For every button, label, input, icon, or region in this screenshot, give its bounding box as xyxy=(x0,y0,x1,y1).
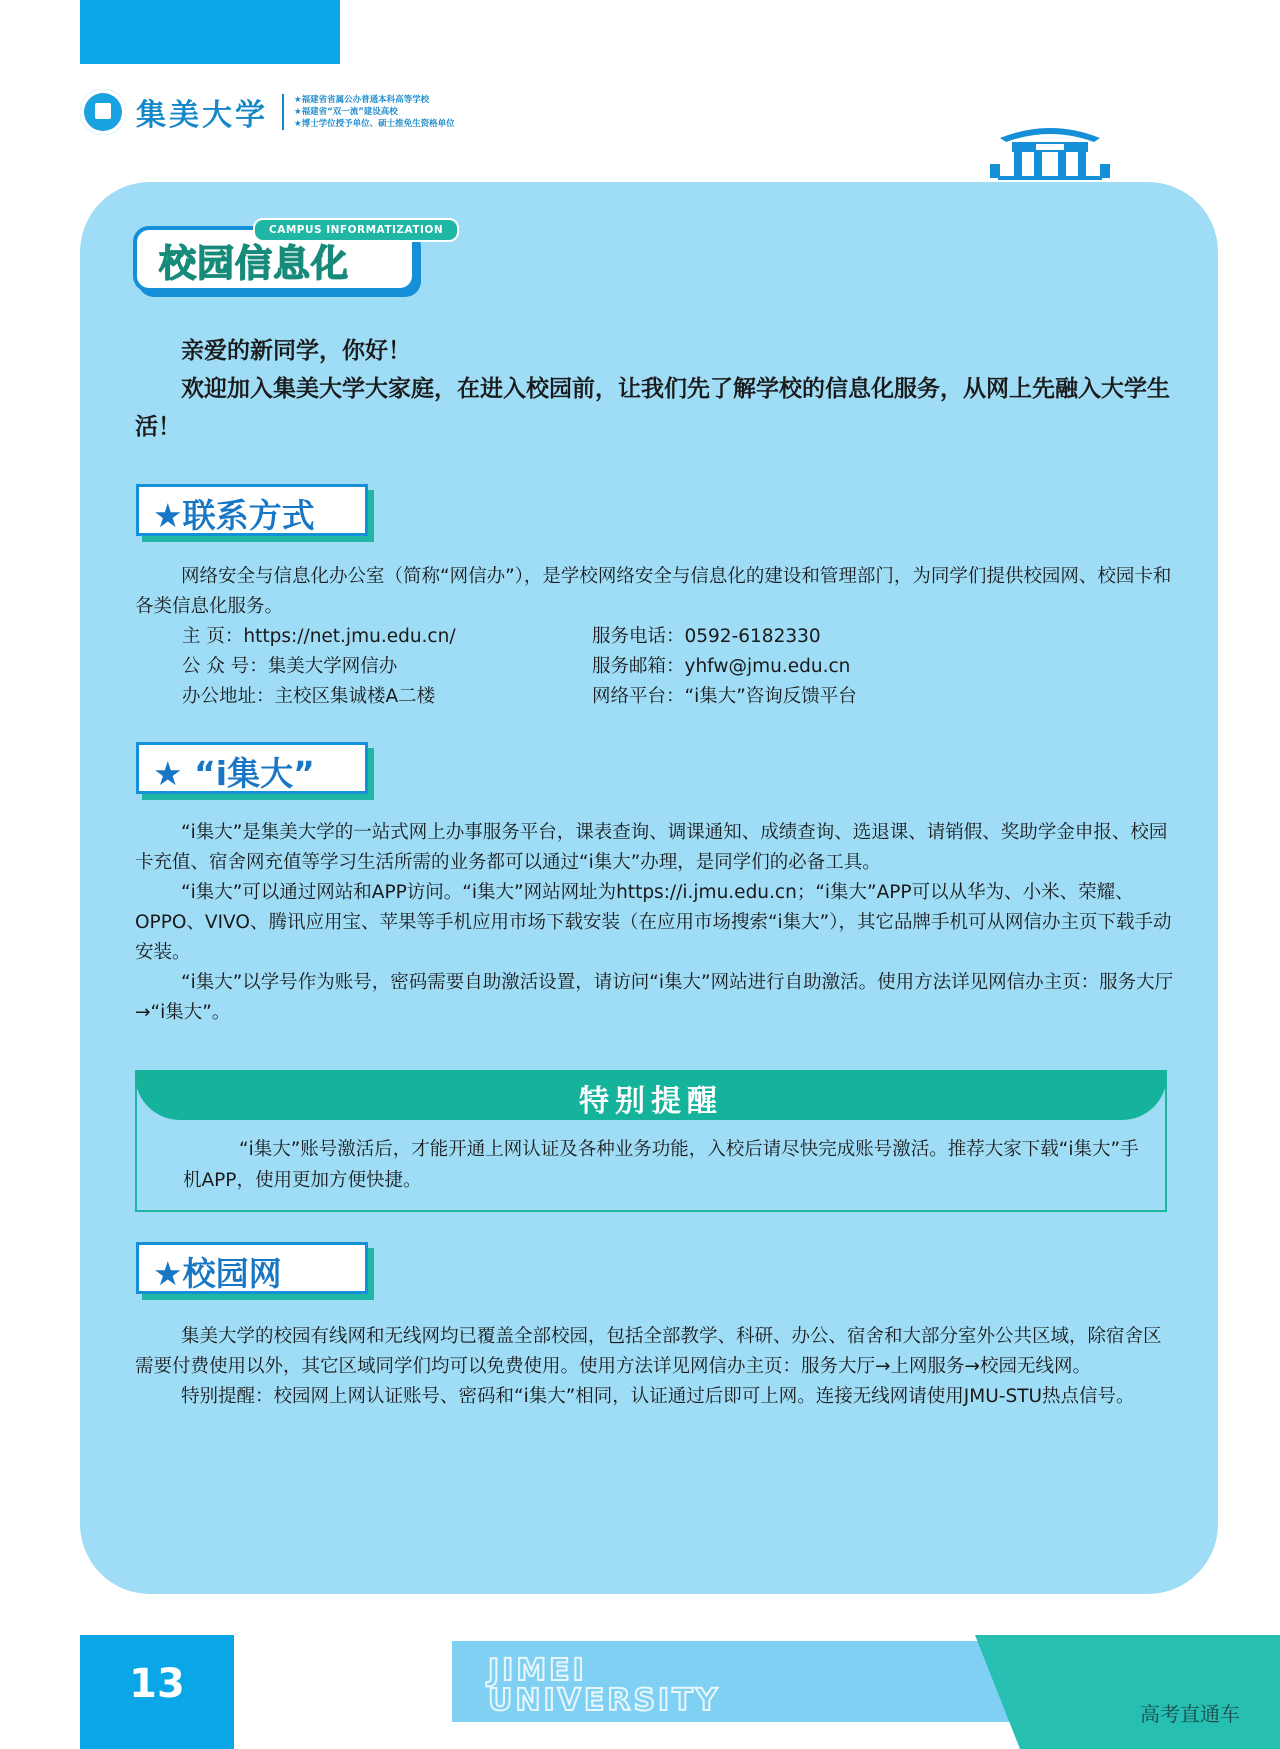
banner-line: JIMEI xyxy=(488,1653,587,1688)
special-reminder-box xyxy=(135,1070,1167,1212)
online-platform: 网络平台：“i集大”咨询反馈平台 xyxy=(592,686,857,707)
university-notes xyxy=(294,94,455,130)
paragraph: “i集大”可以通过网站和APP访问。“i集大”网站网址为https://i.jmu.edu.cn；“i集大”APP可以从华为、小米、荣耀、OPPO、VIVO、腾讯应用宝、苹果等手机应用市场下载安装（在应用市场搜索“i集大”），其它品牌手机可从网信办主页下载手动安装。 xyxy=(135,882,1172,963)
paragraph: “i集大”以学号作为账号，密码需要自助激活设置，请访问“i集大”网站进行自助激活。使用方法详见网信办主页：服务大厅→“i集大”。 xyxy=(135,972,1174,1023)
footer-green-band xyxy=(975,1635,1280,1749)
university-note: ★福建省省属公办普通本科高等学校 xyxy=(294,95,430,105)
paragraph: 集美大学的校园有线网和无线网均已覆盖全部校园，包括全部教学、科研、办公、宿舍和大部分室外公共区域，除宿舍区需要付费使用以外，其它区域同学们均可以免费使用。使用方法详见网信办主页：服务大厅→上网服务→校园无线网。 xyxy=(135,1326,1162,1377)
service-phone: 服务电话：0592-6182330 xyxy=(592,626,821,647)
paragraph: “i集大”是集美大学的一站式网上办事服务平台，课表查询、调课通知、成绩查询、选退课、请销假、奖助学金申报、校园卡充值、宿舍网充值等学习生活所需的业务都可以通过“i集大”办理，是同学们的必备工具。 xyxy=(135,822,1168,873)
paragraph: 网络安全与信息化办公室（简称“网信办”），是学校网络安全与信息化的建设和管理部门，为同学们提供校园网、校园卡和各类信息化服务。 xyxy=(135,566,1172,617)
campus-network-text xyxy=(135,1322,1175,1412)
header-divider xyxy=(282,94,284,130)
homepage-link[interactable]: 主 页：https://net.jmu.edu.cn/ xyxy=(182,626,456,647)
wechat-account: 公 众 号：集美大学网信办 xyxy=(182,656,398,677)
top-accent-bar xyxy=(80,0,340,64)
reminder-title: 特别提醒 xyxy=(579,1084,723,1119)
reminder-body xyxy=(183,1134,1143,1196)
service-email[interactable]: 服务邮箱：yhfw@jmu.edu.cn xyxy=(592,656,851,677)
section-title-badge xyxy=(133,218,444,296)
banner-line: UNIVERSITY xyxy=(488,1683,721,1718)
ijida-text xyxy=(135,818,1175,1028)
welcome-text: 欢迎加入集美大学大家庭，在进入校园前，让我们先了解学校的信息化服务，从网上先融入大学生活！ xyxy=(135,376,1170,440)
campus-gate-icon xyxy=(990,118,1110,182)
contact-row xyxy=(182,652,982,682)
university-header xyxy=(80,86,455,138)
contact-info xyxy=(182,622,982,712)
university-seal-icon xyxy=(80,89,126,135)
paragraph: “i集大”账号激活后，才能开通上网认证及各种业务功能，入校后请尽快完成账号激活。推荐大家下载“i集大”手机APP，使用更加方便快捷。 xyxy=(183,1139,1139,1191)
heading-label: ★联系方式 xyxy=(153,496,315,535)
heading-label: ★校园网 xyxy=(153,1254,282,1293)
contact-row xyxy=(182,622,982,652)
paragraph: 特别提醒：校园网上网认证账号、密码和“i集大”相同，认证通过后即可上网。连接无线网请使用JMU-STU热点信号。 xyxy=(181,1386,1135,1407)
contact-row xyxy=(182,682,982,712)
intro xyxy=(135,332,1175,446)
content-card xyxy=(80,182,1218,1594)
heading-label: ★ “i集大” xyxy=(153,754,315,793)
page-title: 校园信息化 xyxy=(159,242,349,285)
page-number: 13 xyxy=(80,1635,234,1749)
university-note: ★福建省“双一流”建设高校 xyxy=(294,107,398,117)
university-name: 集美大学 xyxy=(136,98,268,133)
title-english-tag: CAMPUS INFORMATIZATION xyxy=(253,218,459,242)
watermark: 高考直通车 xyxy=(1140,1702,1240,1726)
greeting: 亲爱的新同学，你好！ xyxy=(181,338,411,364)
reminder-header xyxy=(135,1070,1167,1120)
office-address: 办公地址：主校区集诚楼A二楼 xyxy=(182,686,436,707)
contact-description xyxy=(135,562,1175,622)
footer-banner-text xyxy=(488,1653,721,1718)
university-note: ★博士学位授予单位、硕士推免生资格单位 xyxy=(294,119,455,129)
